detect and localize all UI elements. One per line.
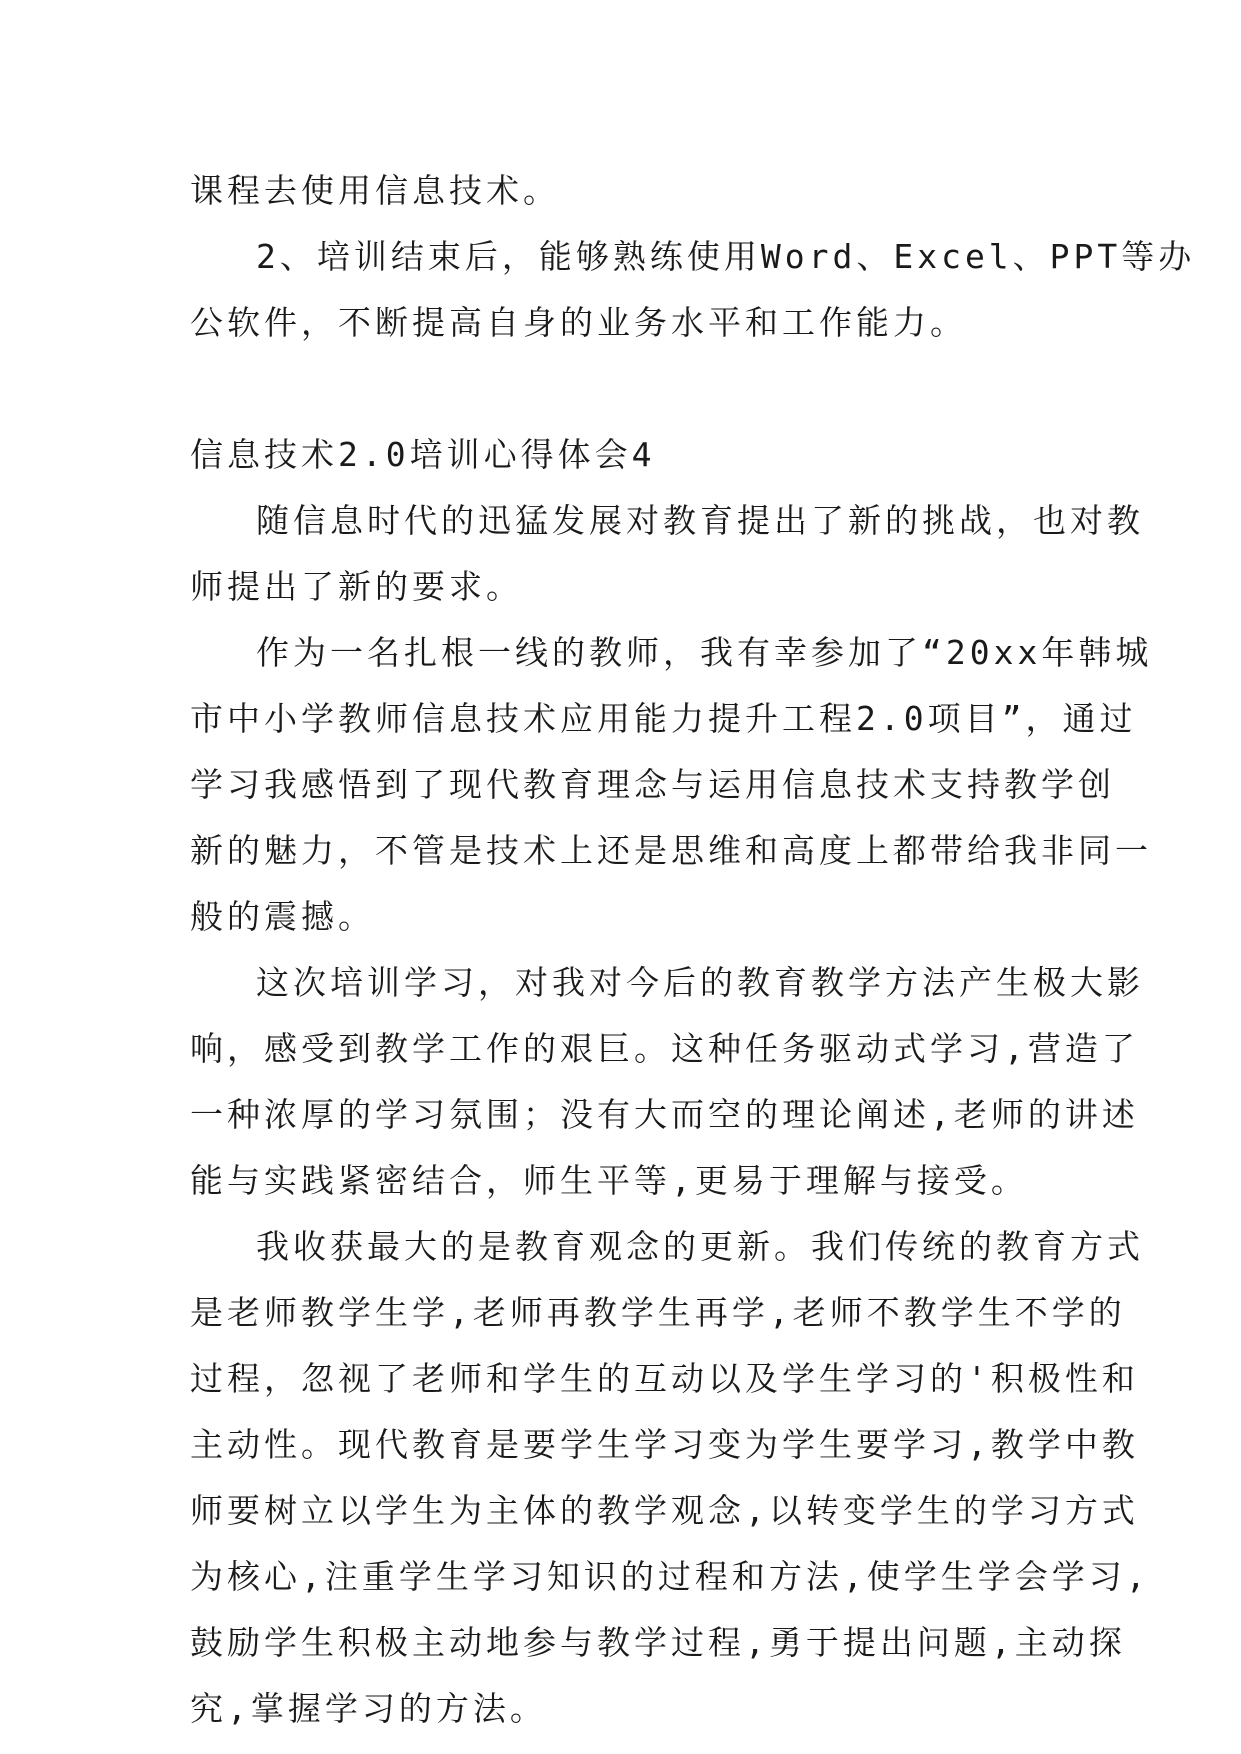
text-line: 究,掌握学习的方法。 bbox=[190, 1689, 547, 1728]
text-line: 我收获最大的是教育观念的更新。我们传统的教育方式 bbox=[256, 1227, 1144, 1266]
text-line: 鼓励学生积极主动地参与教学过程,勇于提出问题,主动探 bbox=[190, 1623, 1126, 1662]
text-line: 随信息时代的迅猛发展对教育提出了新的挑战，也对教 bbox=[256, 501, 1144, 540]
text-line: 师要树立以学生为主体的教学观念,以转变学生的学习方式 bbox=[190, 1491, 1139, 1530]
text-line: 一种浓厚的学习氛围；没有大而空的理论阐述,老师的讲述 bbox=[190, 1095, 1139, 1134]
text-line: 作为一名扎根一线的教师，我有幸参加了“20xx年韩城 bbox=[256, 633, 1153, 672]
text-line: 市中小学教师信息技术应用能力提升工程2.0项目”，通过 bbox=[190, 699, 1137, 738]
text-line: 般的震撼。 bbox=[190, 897, 375, 936]
document-body bbox=[190, 158, 1196, 1742]
text-line: 是老师教学生学,老师再教学生再学,老师不教学生不学的 bbox=[190, 1293, 1126, 1332]
text-line: 公软件，不断提高自身的业务水平和工作能力。 bbox=[190, 303, 967, 342]
text-line: 能与实践紧密结合，师生平等,更易于理解与接受。 bbox=[190, 1161, 1028, 1200]
text-line: 这次培训学习，对我对今后的教育教学方法产生极大影 bbox=[256, 963, 1144, 1002]
text-line: 主动性。现代教育是要学生学习变为学生要学习,教学中教 bbox=[190, 1425, 1139, 1464]
text-line: 课程去使用信息技术。 bbox=[190, 171, 560, 210]
text-line: 新的魅力，不管是技术上还是思维和高度上都带给我非同一 bbox=[190, 831, 1152, 870]
text-line: 过程，忽视了老师和学生的互动以及学生学习的'积极性和 bbox=[190, 1359, 1139, 1398]
text-line: 2、培训结束后，能够熟练使用Word、Excel、PPT等办 bbox=[256, 237, 1196, 276]
text-line: 为核心,注重学生学习知识的过程和方法,使学生学会学习, bbox=[190, 1557, 1150, 1596]
text-line: 响，感受到教学工作的艰巨。这种任务驱动式学习,营造了 bbox=[190, 1029, 1139, 1068]
paragraph-gap bbox=[190, 356, 1052, 422]
text-line: 学习我感悟到了现代教育理念与运用信息技术支持教学创 bbox=[190, 765, 1115, 804]
section-heading: 信息技术2.0培训心得体会4 bbox=[190, 435, 656, 474]
text-line: 师提出了新的要求。 bbox=[190, 567, 523, 606]
